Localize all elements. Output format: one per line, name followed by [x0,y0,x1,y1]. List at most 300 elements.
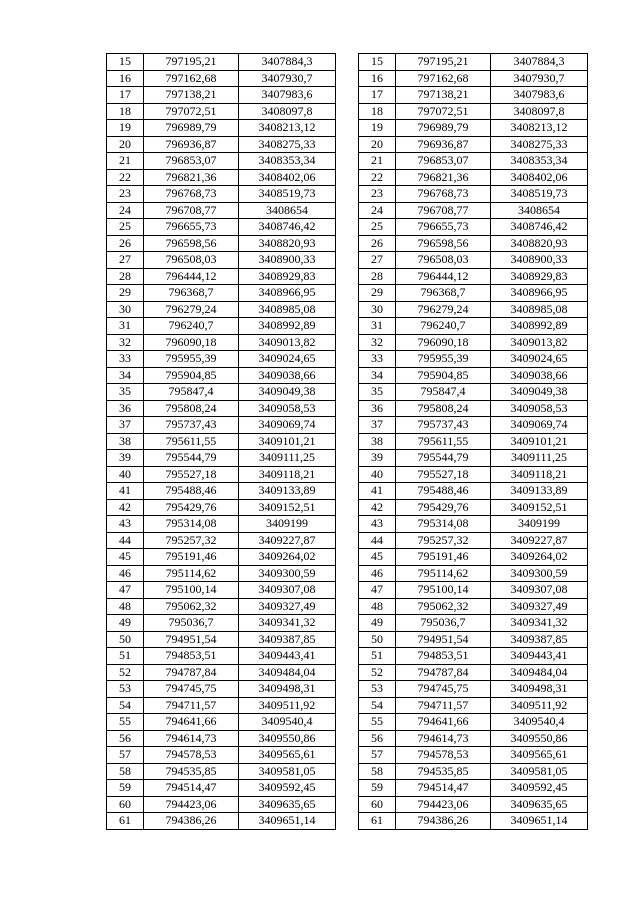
table-row [359,730,588,747]
point-number-cell: 49 [107,615,144,632]
x-coordinate-cell: 795808,24 [144,400,239,417]
point-number-cell: 17 [107,87,144,104]
table-row [107,664,336,681]
point-number-cell: 46 [107,565,144,582]
x-coordinate-cell: 794386,26 [396,813,491,830]
point-number-cell: 43 [359,516,396,533]
x-coordinate-cell: 795036,7 [144,615,239,632]
table-row [359,367,588,384]
table-row [359,169,588,186]
x-coordinate-cell: 795847,4 [396,384,491,401]
y-coordinate-cell: 3409049,38 [239,384,336,401]
point-number-cell: 48 [359,598,396,615]
point-number-cell: 19 [359,120,396,137]
table-row [107,631,336,648]
point-number-cell: 23 [359,186,396,203]
point-number-cell: 30 [107,301,144,318]
table-row [107,268,336,285]
point-number-cell: 32 [359,334,396,351]
table-row [107,318,336,335]
x-coordinate-cell: 796821,36 [396,169,491,186]
x-coordinate-cell: 795527,18 [396,466,491,483]
table-row [359,136,588,153]
point-number-cell: 18 [359,103,396,120]
point-number-cell: 27 [359,252,396,269]
y-coordinate-cell: 3409550,86 [491,730,588,747]
y-coordinate-cell: 3408966,95 [239,285,336,302]
x-coordinate-cell: 796508,03 [144,252,239,269]
table-row [107,747,336,764]
x-coordinate-cell: 795544,79 [144,450,239,467]
x-coordinate-cell: 796598,56 [396,235,491,252]
table-row [359,648,588,665]
y-coordinate-cell: 3409118,21 [239,466,336,483]
y-coordinate-cell: 3409024,65 [239,351,336,368]
point-number-cell: 16 [359,70,396,87]
x-coordinate-cell: 795114,62 [144,565,239,582]
x-coordinate-cell: 795314,08 [144,516,239,533]
point-number-cell: 19 [107,120,144,137]
y-coordinate-cell: 3407884,3 [239,54,336,71]
x-coordinate-cell: 794641,66 [396,714,491,731]
table-row [359,450,588,467]
table-row [107,400,336,417]
y-coordinate-cell: 3409581,05 [491,763,588,780]
x-coordinate-cell: 795100,14 [144,582,239,599]
table-row [359,87,588,104]
y-coordinate-cell: 3409540,4 [491,714,588,731]
x-coordinate-cell: 796279,24 [396,301,491,318]
y-coordinate-cell: 3409199 [239,516,336,533]
table-row [107,466,336,483]
point-number-cell: 28 [107,268,144,285]
table-row [359,714,588,731]
y-coordinate-cell: 3407930,7 [491,70,588,87]
point-number-cell: 30 [359,301,396,318]
point-number-cell: 44 [359,532,396,549]
table-row [359,285,588,302]
table-row [107,219,336,236]
x-coordinate-cell: 795611,55 [144,433,239,450]
y-coordinate-cell: 3409307,08 [239,582,336,599]
y-coordinate-cell: 3407983,6 [491,87,588,104]
y-coordinate-cell: 3409511,92 [239,697,336,714]
x-coordinate-cell: 795611,55 [396,433,491,450]
table-row [107,681,336,698]
x-coordinate-cell: 794641,66 [144,714,239,731]
x-coordinate-cell: 796090,18 [396,334,491,351]
coordinate-table-right [358,53,588,830]
table-row [359,697,588,714]
point-number-cell: 35 [107,384,144,401]
x-coordinate-cell: 795955,39 [396,351,491,368]
y-coordinate-cell: 3408353,34 [491,153,588,170]
point-number-cell: 37 [107,417,144,434]
x-coordinate-cell: 796989,79 [396,120,491,137]
point-number-cell: 44 [107,532,144,549]
y-coordinate-cell: 3409133,89 [239,483,336,500]
point-number-cell: 57 [359,747,396,764]
y-coordinate-cell: 3408992,89 [239,318,336,335]
point-number-cell: 22 [359,169,396,186]
x-coordinate-cell: 796768,73 [144,186,239,203]
y-coordinate-cell: 3408097,8 [491,103,588,120]
table-row [359,466,588,483]
table-row [107,714,336,731]
point-number-cell: 39 [107,450,144,467]
y-coordinate-cell: 3409069,74 [239,417,336,434]
point-number-cell: 53 [107,681,144,698]
x-coordinate-cell: 796853,07 [144,153,239,170]
table-row [359,301,588,318]
table-row [107,615,336,632]
table-row [107,54,336,71]
x-coordinate-cell: 794951,54 [144,631,239,648]
y-coordinate-cell: 3408097,8 [239,103,336,120]
point-number-cell: 24 [107,202,144,219]
point-number-cell: 48 [107,598,144,615]
point-number-cell: 52 [107,664,144,681]
table-row [359,499,588,516]
x-coordinate-cell: 794745,75 [144,681,239,698]
y-coordinate-cell: 3409592,45 [239,780,336,797]
x-coordinate-cell: 794614,73 [144,730,239,747]
y-coordinate-cell: 3409133,89 [491,483,588,500]
point-number-cell: 54 [107,697,144,714]
x-coordinate-cell: 795488,46 [144,483,239,500]
table-row [359,780,588,797]
table-row [359,70,588,87]
point-number-cell: 29 [359,285,396,302]
y-coordinate-cell: 3409550,86 [239,730,336,747]
x-coordinate-cell: 794578,53 [144,747,239,764]
y-coordinate-cell: 3409152,51 [491,499,588,516]
x-coordinate-cell: 794711,57 [396,697,491,714]
y-coordinate-cell: 3409443,41 [239,648,336,665]
x-coordinate-cell: 796655,73 [144,219,239,236]
table-row [107,763,336,780]
y-coordinate-cell: 3408929,83 [491,268,588,285]
y-coordinate-cell: 3409152,51 [239,499,336,516]
x-coordinate-cell: 795544,79 [396,450,491,467]
point-number-cell: 50 [359,631,396,648]
point-number-cell: 25 [107,219,144,236]
x-coordinate-cell: 795904,85 [144,367,239,384]
x-coordinate-cell: 795737,43 [144,417,239,434]
y-coordinate-cell: 3408213,12 [491,120,588,137]
y-coordinate-cell: 3408820,93 [239,235,336,252]
x-coordinate-cell: 795191,46 [396,549,491,566]
y-coordinate-cell: 3408900,33 [491,252,588,269]
table-row [359,433,588,450]
x-coordinate-cell: 794853,51 [144,648,239,665]
point-number-cell: 26 [359,235,396,252]
table-row [359,615,588,632]
point-number-cell: 61 [107,813,144,830]
point-number-cell: 41 [359,483,396,500]
x-coordinate-cell: 796598,56 [144,235,239,252]
y-coordinate-cell: 3407983,6 [239,87,336,104]
x-coordinate-cell: 797138,21 [396,87,491,104]
coordinate-table-left [106,53,336,830]
x-coordinate-cell: 796444,12 [396,268,491,285]
table-row [107,582,336,599]
point-number-cell: 23 [107,186,144,203]
table-row [107,136,336,153]
x-coordinate-cell: 795100,14 [396,582,491,599]
x-coordinate-cell: 796936,87 [396,136,491,153]
table-row [359,186,588,203]
point-number-cell: 55 [359,714,396,731]
point-number-cell: 20 [107,136,144,153]
x-coordinate-cell: 795314,08 [396,516,491,533]
table-row [107,483,336,500]
table-row [107,598,336,615]
y-coordinate-cell: 3409592,45 [491,780,588,797]
point-number-cell: 22 [107,169,144,186]
y-coordinate-cell: 3409341,32 [491,615,588,632]
point-number-cell: 35 [359,384,396,401]
x-coordinate-cell: 796240,7 [396,318,491,335]
point-number-cell: 39 [359,450,396,467]
x-coordinate-cell: 794853,51 [396,648,491,665]
y-coordinate-cell: 3408900,33 [239,252,336,269]
y-coordinate-cell: 3409651,14 [239,813,336,830]
point-number-cell: 36 [359,400,396,417]
y-coordinate-cell: 3408275,33 [239,136,336,153]
y-coordinate-cell: 3409443,41 [491,648,588,665]
y-coordinate-cell: 3409387,85 [491,631,588,648]
table-row [107,186,336,203]
y-coordinate-cell: 3409498,31 [239,681,336,698]
table-row [107,367,336,384]
table-row [359,252,588,269]
table-row [107,565,336,582]
y-coordinate-cell: 3407930,7 [239,70,336,87]
y-coordinate-cell: 3409101,21 [239,433,336,450]
table-row [107,648,336,665]
x-coordinate-cell: 795191,46 [144,549,239,566]
y-coordinate-cell: 3408519,73 [239,186,336,203]
x-coordinate-cell: 797072,51 [144,103,239,120]
y-coordinate-cell: 3409264,02 [239,549,336,566]
x-coordinate-cell: 796708,77 [396,202,491,219]
table-row [107,532,336,549]
table-row [359,235,588,252]
table-row [107,499,336,516]
y-coordinate-cell: 3408402,06 [491,169,588,186]
y-coordinate-cell: 3408820,93 [491,235,588,252]
y-coordinate-cell: 3409565,61 [491,747,588,764]
table-row [359,532,588,549]
y-coordinate-cell: 3409511,92 [491,697,588,714]
table-row [359,153,588,170]
x-coordinate-cell: 796090,18 [144,334,239,351]
y-coordinate-cell: 3409484,04 [239,664,336,681]
point-number-cell: 56 [359,730,396,747]
x-coordinate-cell: 794423,06 [144,796,239,813]
point-number-cell: 52 [359,664,396,681]
y-coordinate-cell: 3409058,53 [239,400,336,417]
table-row [107,813,336,830]
coordinate-table-right-body [359,54,588,830]
point-number-cell: 37 [359,417,396,434]
point-number-cell: 20 [359,136,396,153]
y-coordinate-cell: 3409651,14 [491,813,588,830]
y-coordinate-cell: 3409227,87 [239,532,336,549]
point-number-cell: 55 [107,714,144,731]
y-coordinate-cell: 3409111,25 [491,450,588,467]
table-row [107,730,336,747]
y-coordinate-cell: 3409498,31 [491,681,588,698]
point-number-cell: 38 [107,433,144,450]
table-row [107,549,336,566]
x-coordinate-cell: 795847,4 [144,384,239,401]
x-coordinate-cell: 794514,47 [396,780,491,797]
point-number-cell: 49 [359,615,396,632]
y-coordinate-cell: 3408985,08 [239,301,336,318]
point-number-cell: 38 [359,433,396,450]
x-coordinate-cell: 794386,26 [144,813,239,830]
point-number-cell: 45 [107,549,144,566]
y-coordinate-cell: 3408275,33 [491,136,588,153]
point-number-cell: 53 [359,681,396,698]
coordinate-table-left-body [107,54,336,830]
point-number-cell: 36 [107,400,144,417]
table-row [107,384,336,401]
x-coordinate-cell: 796936,87 [144,136,239,153]
point-number-cell: 40 [359,466,396,483]
x-coordinate-cell: 796368,7 [144,285,239,302]
y-coordinate-cell: 3409581,05 [239,763,336,780]
x-coordinate-cell: 795904,85 [396,367,491,384]
y-coordinate-cell: 3409118,21 [491,466,588,483]
x-coordinate-cell: 795527,18 [144,466,239,483]
table-row [107,169,336,186]
x-coordinate-cell: 794423,06 [396,796,491,813]
y-coordinate-cell: 3409635,65 [239,796,336,813]
table-row [107,697,336,714]
y-coordinate-cell: 3409484,04 [491,664,588,681]
y-coordinate-cell: 3408654 [239,202,336,219]
point-number-cell: 27 [107,252,144,269]
y-coordinate-cell: 3409038,66 [239,367,336,384]
y-coordinate-cell: 3408746,42 [239,219,336,236]
point-number-cell: 47 [359,582,396,599]
x-coordinate-cell: 795488,46 [396,483,491,500]
point-number-cell: 34 [359,367,396,384]
y-coordinate-cell: 3409199 [491,516,588,533]
point-number-cell: 21 [107,153,144,170]
x-coordinate-cell: 795062,32 [144,598,239,615]
point-number-cell: 56 [107,730,144,747]
table-row [359,483,588,500]
x-coordinate-cell: 796655,73 [396,219,491,236]
x-coordinate-cell: 796989,79 [144,120,239,137]
table-row [359,796,588,813]
x-coordinate-cell: 795036,7 [396,615,491,632]
point-number-cell: 32 [107,334,144,351]
table-row [359,565,588,582]
table-row [359,103,588,120]
x-coordinate-cell: 795429,76 [144,499,239,516]
y-coordinate-cell: 3408929,83 [239,268,336,285]
x-coordinate-cell: 794535,85 [144,763,239,780]
table-row [107,334,336,351]
point-number-cell: 46 [359,565,396,582]
table-row [359,664,588,681]
x-coordinate-cell: 794787,84 [144,664,239,681]
x-coordinate-cell: 796368,7 [396,285,491,302]
y-coordinate-cell: 3409387,85 [239,631,336,648]
table-row [359,516,588,533]
y-coordinate-cell: 3408746,42 [491,219,588,236]
table-row [107,285,336,302]
table-row [359,202,588,219]
table-row [107,780,336,797]
x-coordinate-cell: 796821,36 [144,169,239,186]
x-coordinate-cell: 797195,21 [396,54,491,71]
y-coordinate-cell: 3409038,66 [491,367,588,384]
table-row [107,433,336,450]
y-coordinate-cell: 3409058,53 [491,400,588,417]
y-coordinate-cell: 3409101,21 [491,433,588,450]
y-coordinate-cell: 3409327,49 [239,598,336,615]
table-row [107,450,336,467]
x-coordinate-cell: 796444,12 [144,268,239,285]
point-number-cell: 51 [107,648,144,665]
y-coordinate-cell: 3408966,95 [491,285,588,302]
x-coordinate-cell: 794578,53 [396,747,491,764]
table-row [359,681,588,698]
x-coordinate-cell: 795062,32 [396,598,491,615]
table-row [107,417,336,434]
y-coordinate-cell: 3408985,08 [491,301,588,318]
table-row [107,103,336,120]
point-number-cell: 61 [359,813,396,830]
point-number-cell: 47 [107,582,144,599]
table-row [107,252,336,269]
table-row [359,747,588,764]
y-coordinate-cell: 3409013,82 [239,334,336,351]
table-row [359,631,588,648]
point-number-cell: 40 [107,466,144,483]
point-number-cell: 28 [359,268,396,285]
point-number-cell: 42 [359,499,396,516]
x-coordinate-cell: 796708,77 [144,202,239,219]
point-number-cell: 58 [359,763,396,780]
table-row [107,516,336,533]
point-number-cell: 41 [107,483,144,500]
point-number-cell: 51 [359,648,396,665]
x-coordinate-cell: 795737,43 [396,417,491,434]
y-coordinate-cell: 3408213,12 [239,120,336,137]
y-coordinate-cell: 3407884,3 [491,54,588,71]
y-coordinate-cell: 3409300,59 [491,565,588,582]
y-coordinate-cell: 3408353,34 [239,153,336,170]
table-row [359,582,588,599]
table-row [359,549,588,566]
point-number-cell: 18 [107,103,144,120]
point-number-cell: 59 [107,780,144,797]
point-number-cell: 33 [359,351,396,368]
x-coordinate-cell: 796279,24 [144,301,239,318]
point-number-cell: 43 [107,516,144,533]
point-number-cell: 15 [107,54,144,71]
x-coordinate-cell: 797195,21 [144,54,239,71]
x-coordinate-cell: 794951,54 [396,631,491,648]
table-row [107,301,336,318]
